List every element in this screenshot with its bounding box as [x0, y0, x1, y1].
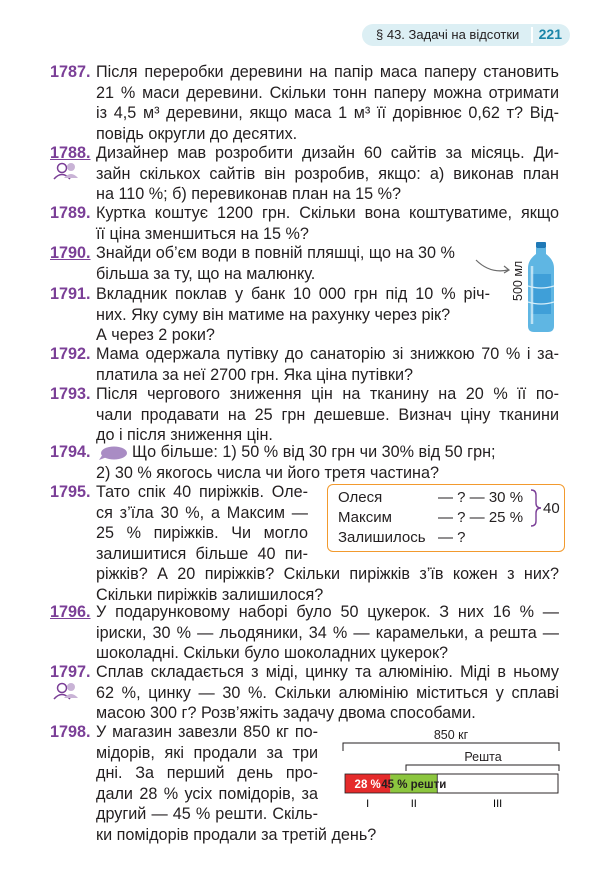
problem-line: до і після зниження цін. [96, 426, 273, 444]
box-value: — ? [438, 529, 466, 546]
tick-label: I [366, 798, 370, 810]
problem-line: Після переробки деревини на папір маса паперу становить [96, 63, 559, 81]
problem-line: У магазин завезли 850 кг по- [96, 723, 318, 741]
problem-line: Сплав складається з міді, цинку та алюмінію. Міді в ньому [96, 663, 559, 681]
segment-1-label: 28 % [354, 779, 381, 791]
problem-number: 1795. [50, 483, 91, 501]
pair-work-icon [52, 162, 80, 180]
problem-line: залишитися більше 40 пи- [96, 544, 308, 563]
rest-label: Решта [464, 750, 502, 764]
problem-line: 25 % пиріжків. Чи могло [96, 524, 308, 542]
curly-brace-icon [529, 489, 543, 527]
problem-line: Тато спік 40 пиріжків. Оле- [96, 483, 308, 501]
problem-line: 2) 30 % якогось числа чи його третя частина? [96, 463, 439, 482]
problem-line: дні. За перший день про- [96, 764, 318, 782]
problem-line: Знайди об’єм води в повній пляшці, що на 30 % [96, 244, 455, 262]
problem-number: 1796. [50, 603, 91, 621]
problem-line: масою 300 г? Розв’яжіть задачу двома способами. [96, 704, 476, 722]
segment-day-3 [437, 774, 558, 793]
problem-line: Вкладник поклав у банк 10 000 грн під 10 % річ- [96, 285, 490, 303]
tomato-diagram [338, 727, 564, 813]
problem-line: Після чергового зниження цін на тканину на 20 % її по- [96, 385, 559, 403]
problem-line: Що більше: 1) 50 % від 30 грн чи 30% від 50 грн; [132, 443, 496, 461]
arrow-icon [474, 256, 514, 278]
problem-line: шоколадні. Скільки було шоколадних цукерок? [96, 644, 449, 662]
problem-line: Куртка коштує 1200 грн. Скільки вона коштуватиме, якщо [96, 204, 559, 222]
problem-number: 1790. [50, 244, 91, 262]
bottle-volume-label: 500 мл [511, 260, 525, 301]
water-bottle-icon [525, 242, 557, 334]
problem-line: більша за ту, що на малюнку. [96, 264, 316, 283]
problem-line: них. Яку суму він матиме на рахунку через рік? [96, 305, 451, 324]
box-name: Максим [338, 509, 392, 526]
problem-line: Дизайнер мав розробити дизайн 60 сайтів за місяць. Ди- [96, 144, 559, 162]
box-total: 40 [543, 500, 560, 517]
box-value: — ? — 25 % [438, 509, 524, 526]
problem-line: іриски, 30 % — льодяники, 34 % — карамельки, а решта — [96, 623, 559, 642]
problem-line: 21 % маси деревини. Скільки тонн паперу можна отримати [96, 83, 559, 102]
problem-line: ріжків? А 20 пиріжків? Скільки пиріжків з’їв кожен з них? [96, 565, 559, 583]
problem-number: 1793. [50, 385, 91, 403]
problem-line: А через 2 роки? [96, 326, 215, 344]
problem-number: 1789. [50, 204, 91, 222]
problem-number: 1798. [50, 723, 91, 741]
problem-number: 1797. [50, 663, 91, 681]
problem-number: 1791. [50, 285, 91, 303]
problem-line: дали 28 % усіх помідорів, за [96, 784, 318, 803]
problem-line: Мама одержала путівку до санаторію зі знижкою 70 % і за- [96, 345, 559, 363]
page-header [362, 24, 570, 46]
total-label: 850 кг [433, 728, 469, 742]
problem-line: її ціна зменшиться на 15 %? [96, 224, 309, 243]
problem-line: Скільки пиріжків залишилося? [96, 585, 324, 604]
problem-line: ся з’їла 30 %, а Максим — [96, 503, 308, 522]
box-name: Олеся [338, 489, 383, 506]
problem-line: чали продавати на 25 грн дешевше. Визнач ціну тканини [96, 405, 559, 424]
pair-work-icon [52, 682, 80, 700]
header-divider [531, 27, 533, 43]
problem-line: зайн скількох сайтів він розробив, якщо: а) виконав план [96, 164, 559, 183]
problem-line: ки помідорів продали за третій день? [96, 825, 377, 844]
problem-line: мідорів, які продали за три [96, 743, 318, 762]
problem-line: 62 %, цинку — 30 %. Скільки алюмінію міститься у сплаві [96, 683, 559, 702]
problem-line: із 4,5 м³ деревини, якщо маса 1 м³ її дорівнює 0,62 т? Від- [96, 104, 559, 122]
box-name: Залишилось [338, 529, 426, 546]
problem-line: другий — 45 % решти. Скіль- [96, 805, 318, 823]
problem-line: платила за неї 2700 грн. Яка ціна путівки? [96, 365, 413, 384]
box-value: — ? — 30 % [438, 489, 524, 506]
problem-line: на 110 %; б) перевиконав план на 15 %? [96, 185, 402, 203]
problem-line: повідь округли до десятих. [96, 124, 298, 143]
data-box [327, 484, 565, 552]
section-title: § 43. Задачі на відсотки [376, 27, 520, 42]
problem-number: 1794. [50, 443, 91, 461]
segment-2-label: 45 % решти [381, 779, 447, 791]
problem-number: 1787. [50, 63, 91, 81]
problem-line: У подарунковому наборі було 50 цукерок. З них 16 % — [96, 603, 559, 621]
speech-bubble-icon [98, 445, 128, 461]
problem-number: 1788. [50, 144, 91, 162]
tick-label: III [493, 798, 503, 810]
tick-label: II [410, 798, 417, 810]
problem-number: 1792. [50, 345, 91, 363]
page-number: 221 [538, 26, 562, 42]
